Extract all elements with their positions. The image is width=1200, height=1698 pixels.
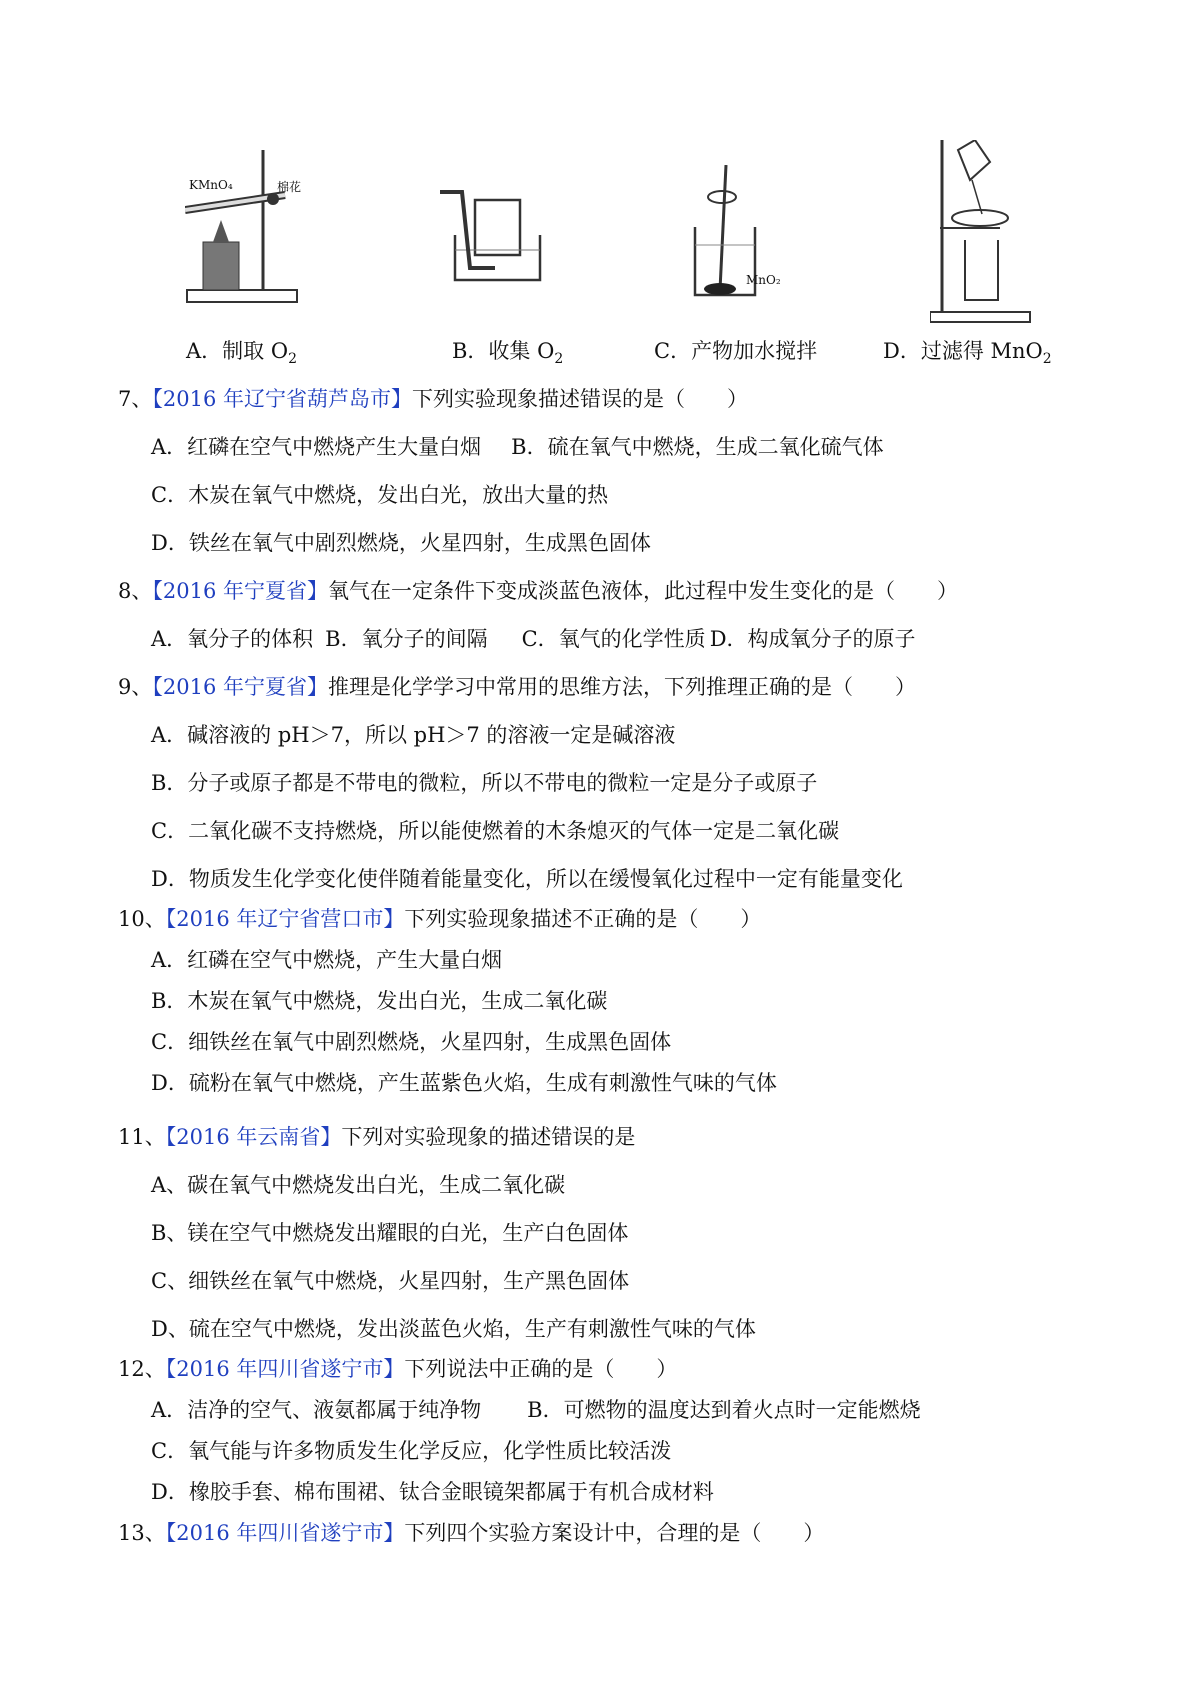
question-10-option-b: B．木炭在氧气中燃烧，发出白光，生成二氧化碳 bbox=[151, 989, 608, 1013]
question-8-options bbox=[151, 625, 916, 653]
question-8-source: 【2016 年宁夏省】 bbox=[152, 579, 328, 603]
question-7-option-c: C．木炭在氧气中燃烧，发出白光，放出大量的热 bbox=[151, 483, 609, 507]
question-8-stem: 8、【2016 年宁夏省】氧气在一定条件下变成淡蓝色液体，此过程中发生变化的是（ ） bbox=[118, 579, 958, 603]
question-11-stem: 11、【2016 年云南省】下列对实验现象的描述错误的是 bbox=[118, 1125, 636, 1149]
figure-d-caption: D．过滤得 MnO$_2$ bbox=[883, 339, 1052, 368]
question-9-source: 【2016 年宁夏省】 bbox=[152, 675, 328, 699]
question-11-source: 【2016 年云南省】 bbox=[165, 1125, 342, 1149]
question-9-option-a: A．碱溶液的 pH＞7，所以 pH＞7 的溶液一定是碱溶液 bbox=[151, 723, 676, 747]
question-7-stem: 7、【2016 年辽宁省葫芦岛市】下列实验现象描述错误的是（ ） bbox=[118, 387, 748, 411]
figure-a-apparatus bbox=[185, 150, 305, 310]
figure-c-caption: C．产物加水搅拌 bbox=[654, 339, 818, 363]
question-7-option-b: B．硫在氧气中燃烧，生成二氧化硫气体 bbox=[511, 435, 884, 459]
question-11-option-b: B、镁在空气中燃烧发出耀眼的白光，生产白色固体 bbox=[151, 1221, 629, 1245]
question-10-option-a: A．红磷在空气中燃烧，产生大量白烟 bbox=[151, 948, 503, 972]
figure-a-caption: A．制取 $O_2$ bbox=[186, 339, 297, 368]
question-7-option-a: A．红磷在空气中燃烧产生大量白烟 bbox=[151, 435, 482, 459]
question-9-option-b: B．分子或原子都是不带电的微粒，所以不带电的微粒一定是分子或原子 bbox=[151, 771, 818, 795]
question-9-option-d: D．物质发生化学变化使伴随着能量变化，所以在缓慢氧化过程中一定有能量变化 bbox=[151, 867, 903, 891]
question-13-source: 【2016 年四川省遂宁市】 bbox=[165, 1521, 405, 1545]
question-8-option-b: B．氧分子的间隔 bbox=[325, 627, 488, 651]
figure-b-apparatus bbox=[440, 180, 550, 290]
question-10-option-c: C．细铁丝在氧气中剧烈燃烧，火星四射，生成黑色固体 bbox=[151, 1030, 672, 1054]
figure-c-label-mno2: MnO₂ bbox=[746, 273, 781, 287]
question-12-stem: 12、【2016 年四川省遂宁市】下列说法中正确的是（ ） bbox=[118, 1357, 678, 1381]
question-12-option-c: C．氧气能与许多物质发生化学反应，化学性质比较活泼 bbox=[151, 1439, 672, 1463]
question-12-option-a: A．洁净的空气、液氨都属于纯净物 bbox=[151, 1398, 482, 1422]
question-11-option-a: A、碳在氧气中燃烧发出白光，生成二氧化碳 bbox=[151, 1173, 566, 1197]
question-10-option-d: D．硫粉在氧气中燃烧，产生蓝紫色火焰，生成有刺激性气味的气体 bbox=[151, 1071, 777, 1095]
question-12-option-b: B．可燃物的温度达到着火点时一定能燃烧 bbox=[527, 1398, 921, 1422]
figure-d-apparatus bbox=[930, 140, 1040, 325]
question-12-options-ab bbox=[151, 1396, 921, 1424]
question-7-options-ab bbox=[151, 433, 884, 461]
question-13-stem: 13、【2016 年四川省遂宁市】下列四个实验方案设计中，合理的是（ ） bbox=[118, 1521, 825, 1545]
question-12-option-d: D．橡胶手套、棉布围裙、钛合金眼镜架都属于有机合成材料 bbox=[151, 1480, 714, 1504]
question-9-option-c: C．二氧化碳不支持燃烧，所以能使燃着的木条熄灭的气体一定是二氧化碳 bbox=[151, 819, 840, 843]
question-12-source: 【2016 年四川省遂宁市】 bbox=[165, 1357, 405, 1381]
figure-c-apparatus bbox=[690, 165, 780, 300]
question-8-option-c: C．氧气的化学性质 bbox=[521, 627, 706, 651]
question-9-stem: 9、【2016 年宁夏省】推理是化学学习中常用的思维方法，下列推理正确的是（ ） bbox=[118, 675, 916, 699]
question-8-option-d: D．构成氧分子的原子 bbox=[709, 627, 916, 651]
question-11-option-c: C、细铁丝在氧气中燃烧，火星四射，生产黑色固体 bbox=[151, 1269, 630, 1293]
figure-a-label-kmno4: KMnO₄ bbox=[189, 178, 233, 192]
question-10-stem: 10、【2016 年辽宁省营口市】下列实验现象描述不正确的是（ ） bbox=[118, 907, 762, 931]
figure-a-label-cotton: 棉花 bbox=[277, 180, 302, 194]
question-7-source: 【2016 年辽宁省葫芦岛市】 bbox=[152, 387, 412, 411]
figure-b-caption: B．收集 $O_2$ bbox=[452, 339, 564, 368]
question-7-option-d: D．铁丝在氧气中剧烈燃烧，火星四射，生成黑色固体 bbox=[151, 531, 651, 555]
question-10-source: 【2016 年辽宁省营口市】 bbox=[165, 907, 405, 931]
question-11-option-d: D、硫在空气中燃烧，发出淡蓝色火焰，生产有刺激性气味的气体 bbox=[151, 1317, 756, 1341]
question-8-option-a: A．氧分子的体积 bbox=[151, 627, 314, 651]
